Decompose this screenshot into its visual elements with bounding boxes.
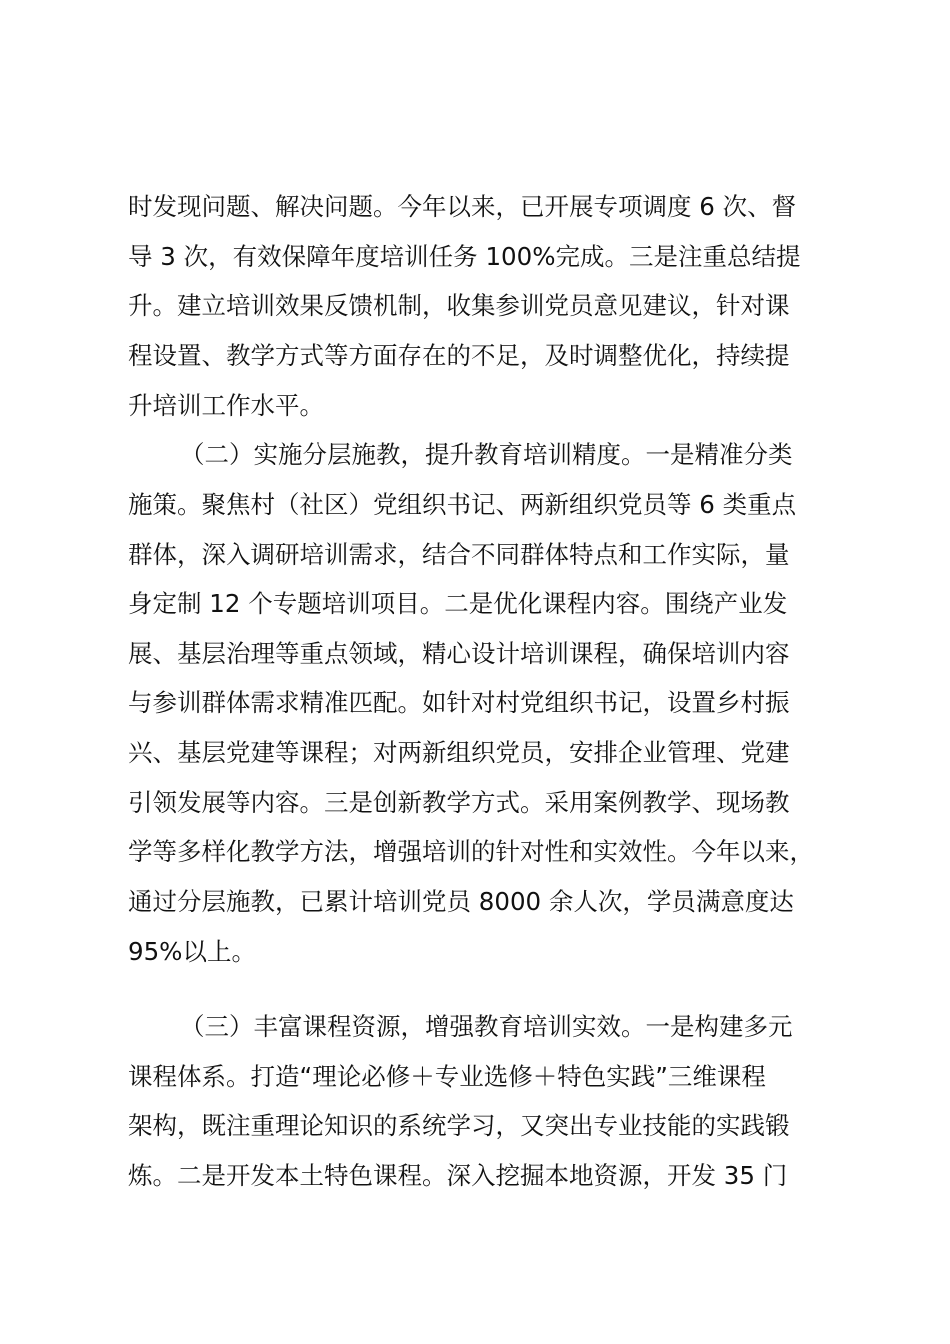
text-line: 兴、基层党建等课程；对两新组织党员，安排企业管理、党建 — [128, 738, 790, 767]
text-line: 升培训工作水平。 — [128, 391, 324, 420]
text-line: 升。建立培训效果反馈机制，收集参训党员意见建议，针对课 — [128, 291, 790, 320]
text-line: 施策。聚焦村（社区）党组织书记、两新组织党员等 6 类重点 — [128, 490, 797, 519]
text-line: 时发现问题、解决问题。今年以来，已开展专项调度 6 次、督 — [128, 192, 797, 221]
text-line: 群体，深入调研培训需求，结合不同群体特点和工作实际，量 — [128, 540, 790, 569]
text-line: 身定制 12 个专题培训项目。二是优化课程内容。围绕产业发 — [128, 589, 788, 618]
text-line: 通过分层施教，已累计培训党员 8000 余人次，学员满意度达 — [128, 887, 794, 916]
text-line: 与参训群体需求精准匹配。如针对村党组织书记，设置乡村振 — [128, 688, 790, 717]
text-line: 课程体系。打造“理论必修＋专业选修＋特色实践”三维课程 — [128, 1062, 766, 1091]
text-line: 展、基层治理等重点领域，精心设计培训课程，确保培训内容 — [128, 639, 790, 668]
text-line: 架构，既注重理论知识的系统学习，又突出专业技能的实践锻 — [128, 1111, 790, 1140]
text-line: 95%以上。 — [128, 937, 256, 966]
text-line: 引领发展等内容。三是创新教学方式。采用案例教学、现场教 — [128, 788, 790, 817]
paragraph-heading-line: （二）实施分层施教，提升教育培训精度。一是精准分类 — [180, 440, 793, 469]
text-line: 程设置、教学方式等方面存在的不足，及时调整优化，持续提 — [128, 341, 790, 370]
text-line: 学等多样化教学方法，增强培训的针对性和实效性。今年以来， — [128, 837, 814, 866]
text-line: 导 3 次，有效保障年度培训任务 100%完成。三是注重总结提 — [128, 242, 801, 271]
text-line: 炼。二是开发本土特色课程。深入挖掘本地资源，开发 35 门 — [128, 1161, 788, 1190]
paragraph-heading-line: （三）丰富课程资源，增强教育培训实效。一是构建多元 — [180, 1012, 793, 1041]
